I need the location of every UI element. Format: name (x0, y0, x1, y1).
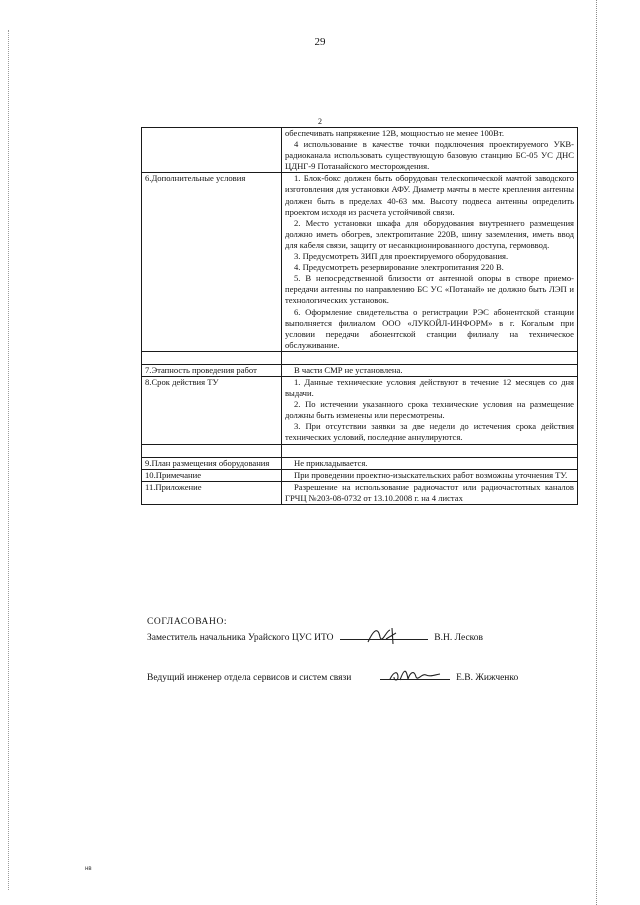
table-row (142, 444, 578, 457)
label-cell (142, 351, 282, 364)
condition-item: Не прикладывается. (294, 457, 368, 468)
table-row (142, 457, 578, 469)
table-header-mark: 2 (318, 117, 322, 126)
condition-item: 4. Предусмотреть резервирование электропитания 220 В. (294, 262, 504, 273)
label-cell (142, 128, 282, 173)
approval-signature-row (147, 633, 483, 643)
value-cell (282, 351, 578, 364)
value-cell (282, 128, 578, 173)
condition-item: В части СМР не установлена. (294, 364, 403, 375)
row-label: 9.План размещения оборудования (142, 457, 282, 469)
scan-edge-right (596, 0, 598, 905)
signature-mark (386, 665, 444, 685)
value-cell (282, 457, 578, 469)
value-cell (282, 469, 578, 481)
engineer-position: Ведущий инженер отдела сервисов и систем связи (147, 673, 352, 683)
signature-line (380, 679, 450, 680)
margin-mark: нв (85, 866, 92, 872)
table-row (142, 351, 578, 364)
value-cell (282, 481, 578, 504)
condition-item: 1. Блок-бокс должен быть оборудован телескопической мачтой заводского изготовления для установки АФУ. Диаметр мачты в месте крепления антенны должен быть в пределах 40-63 мм. Высоту подвеса антенны определить проектом исходя из расчета устойчивой связи. (285, 173, 574, 217)
scan-edge-left (8, 30, 10, 890)
condition-item: При проведении проектно-изыскательских работ возможны уточнения ТУ. (294, 469, 568, 480)
approval-block (147, 616, 227, 629)
technical-conditions-table (141, 127, 578, 505)
condition-item: 2. По истечении указанного срока технические условия на размещение должны быть изменены или пересмотрены. (285, 399, 574, 421)
table-row (142, 376, 578, 444)
continuation-line: 4 использование в качестве точки подключения проектируемого УКВ-радиоканала использовать существующую базовую станцию БС-05 УС ДНС ЦДНГ-9 Потанайского месторождения. (285, 139, 574, 172)
table-row (142, 128, 578, 173)
table-row (142, 481, 578, 504)
condition-item: 3. Предусмотреть ЗИП для проектируемого оборудования. (294, 251, 509, 262)
condition-item: Разрешение на использование радиочастот или радиочастотных каналов ГРЧЦ №203-08-0732 от 13.10.2008 г. на 4 листах (285, 481, 574, 503)
engineer-signature-row (147, 673, 518, 683)
continuation-line: обеспечивать напряжение 12В, мощностью не менее 100Вт. (285, 128, 505, 138)
condition-item: 5. В непосредственной близости от антенной опоры в створе приемо-передачи антенны по направлению БС УС «Потанай» не должно быть ЛЭП и технологических установок. (285, 273, 574, 306)
label-cell (142, 444, 282, 457)
row-label: 7.Этапность проведения работ (142, 364, 282, 376)
row-label: 10.Примечание (142, 469, 282, 481)
row-label: 11.Приложение (142, 481, 282, 504)
page-number: 29 (314, 36, 326, 48)
engineer-name: Е.В. Жижченко (456, 673, 519, 683)
condition-item: 6. Оформление свидетельства о регистрации РЭС абонентской станции выполняется филиалом ООО «ЛУКОЙЛ-ИНФОРМ» в г. Когалым при условии передачи абонентской станции филиалу на техническое обслуживание. (285, 306, 574, 350)
row-label: 6.Дополнительные условия (142, 173, 282, 352)
value-cell (282, 364, 578, 376)
signature-line (340, 639, 428, 640)
table-row (142, 469, 578, 481)
approval-title: СОГЛАСОВАНО: (147, 617, 228, 627)
table-row (142, 364, 578, 376)
value-cell (282, 444, 578, 457)
condition-item: 1. Данные технические условия действуют в течение 12 месяцев со дня выдачи. (285, 376, 574, 399)
condition-item: 2. Место установки шкафа для оборудования внутреннего размещения должно иметь обогрев, электропитание 220В, шину заземления, иметь ввод для кабеля связи, защиту от несанкционированного доступа, гермоввод. (285, 217, 574, 250)
row-label: 8.Срок действия ТУ (142, 376, 282, 444)
table-row (142, 173, 578, 352)
value-cell (282, 376, 578, 444)
approver-position: Заместитель начальника Урайского ЦУС ИТО (147, 633, 334, 643)
condition-item: 3. При отсутствии заявки за две недели до истечения срока действия технических условий, последние аннулируются. (285, 421, 574, 443)
approver-name: В.Н. Лесков (434, 633, 484, 643)
value-cell (282, 173, 578, 352)
signature-mark (362, 625, 406, 647)
